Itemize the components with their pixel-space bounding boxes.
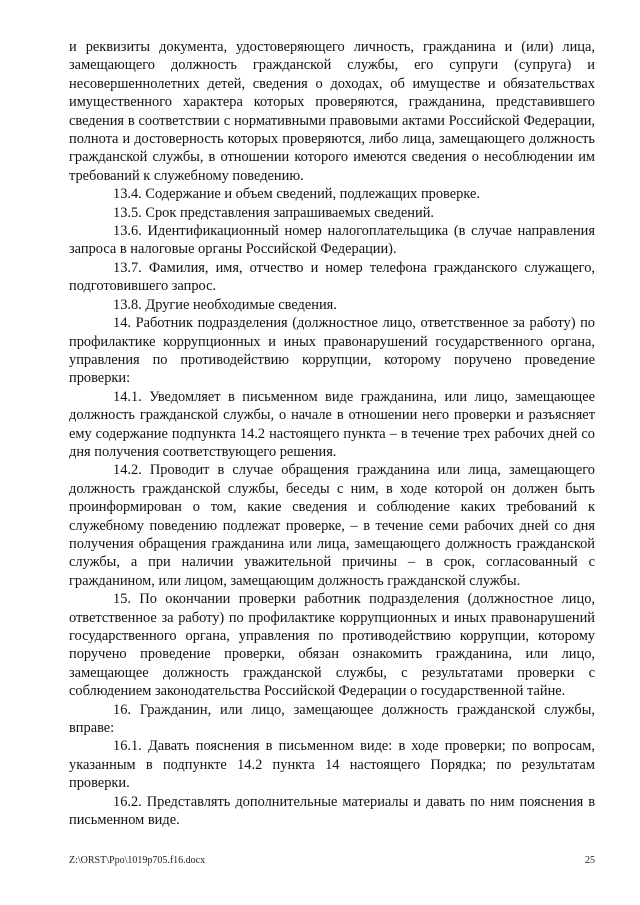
paragraph-13-6: 13.6. Идентификационный номер налогоплательщика (в случае направления запроса в налоговые органы Российской Федерации). xyxy=(69,223,595,258)
paragraph-14-1: 14.1. Уведомляет в письменном виде гражданина, или лицо, замещающее должность гражданской службы, о начале в отношении него проверки и разъясняет ему содержание подпункта 14.2 настоящего пункта – в течение трех рабочих дней со дня получения соответствующего решения. xyxy=(69,388,595,460)
paragraph-continuation: и реквизиты документа, удостоверяющего личность, гражданина и (или) лица, замещающего должность гражданской службы, его супруги (супруга) и несовершеннолетних детей, сведения о доходах, об имуществе и обязательствах имущественного характера которых проверяются, гражданина, представившего сведения в соответствии с нормативными правовыми актами Российской Федерации, полнота и достоверность которых проверяются, либо лица, замещающего должность гражданской службы, в отношении которого имеются сведения о несоблюдении им требований к служебному поведению. xyxy=(69,39,595,184)
document-body xyxy=(69,38,595,829)
paragraph-13-8: 13.8. Другие необходимые сведения. xyxy=(113,296,337,313)
paragraph-16-1: 16.1. Давать пояснения в письменном виде: в ходе проверки; по вопросам, указанным в подпункте 14.2 пункта 14 настоящего Порядка; по результатам проверки. xyxy=(69,738,595,792)
paragraph-14: 14. Работник подразделения (должностное лицо, ответственное за работу) по профилактике коррупционных и иных правонарушений государственного органа, управления по противодействию коррупции, которому поручено проведение проверки: xyxy=(69,315,595,387)
paragraph-14-2: 14.2. Проводит в случае обращения гражданина или лица, замещающего должность гражданской службы, беседы с ним, в ходе которой он должен быть проинформирован о том, какие сведения и соблюдение каких требований к служебному поведению подлежат проверке, – в течение семи рабочих дней со дня получения обращения гражданина или лица, замещающего должность гражданской службы, а при наличии уважительной причины – в срок, согласованный с гражданином, или лицом, замещающим должность гражданской службы. xyxy=(69,462,595,589)
footer-file-path: Z:\ORST\Ppo\1019p705.f16.docx xyxy=(69,855,206,866)
page-footer xyxy=(69,855,595,867)
paragraph-13-5: 13.5. Срок представления запрашиваемых сведений. xyxy=(113,204,435,221)
paragraph-16-2: 16.2. Представлять дополнительные материалы и давать по ним пояснения в письменном виде. xyxy=(69,793,595,829)
paragraph-16: 16. Гражданин, или лицо, замещающее должность гражданской службы, вправе: xyxy=(69,701,595,737)
page-number: 25 xyxy=(585,855,595,866)
paragraph-13-4: 13.4. Содержание и объем сведений, подлежащих проверке. xyxy=(113,186,480,203)
paragraph-13-7: 13.7. Фамилия, имя, отчество и номер телефона гражданского служащего, подготовившего запрос. xyxy=(69,259,595,295)
paragraph-15: 15. По окончании проверки работник подразделения (должностное лицо, ответственное за работу) по профилактике коррупционных и иных правонарушений государственного органа, управления по противодействию коррупции, которому поручено проведение проверки, обязан ознакомить гражданина, или лицо, замещающее должность гражданской службы, с результатами проверки с соблюдением законодательства Российской Федерации о государственной тайне. xyxy=(69,591,595,700)
